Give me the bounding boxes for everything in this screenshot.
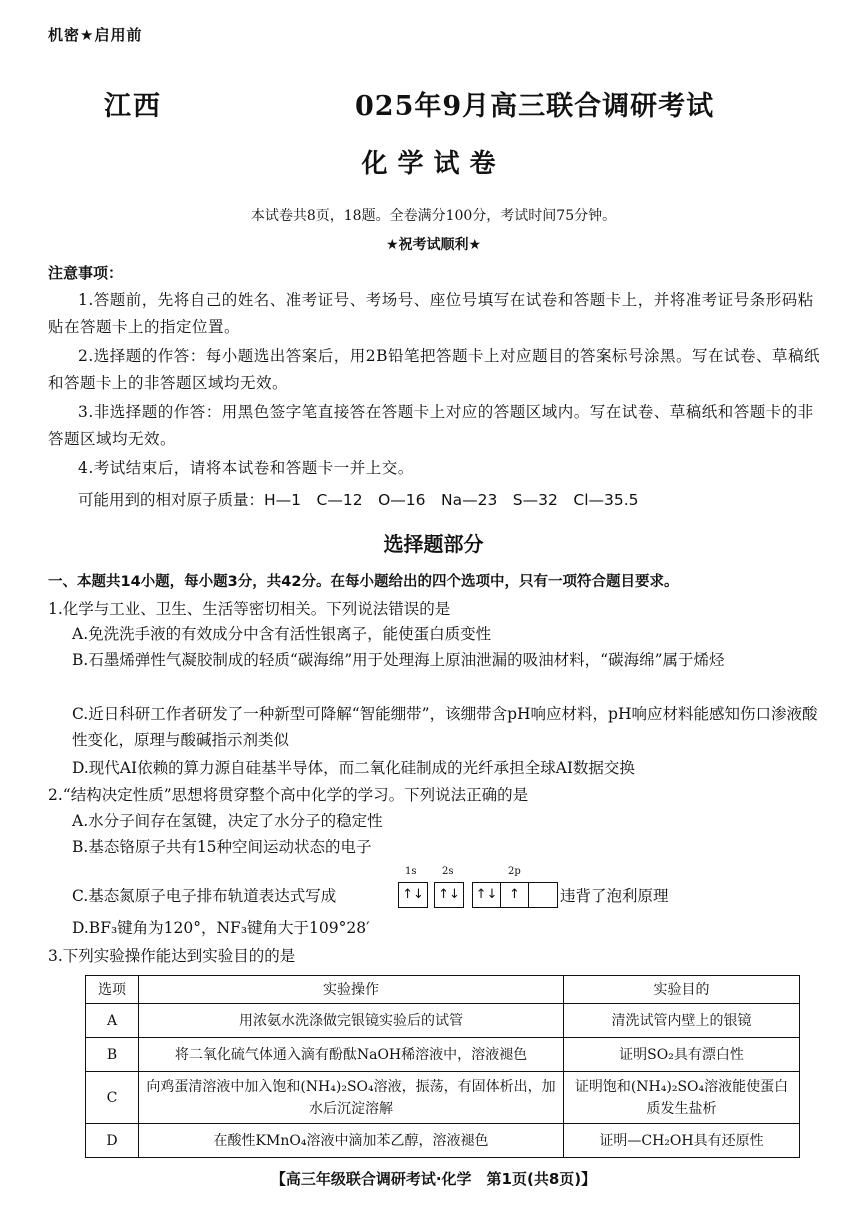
question-3-stem: 3.下列实验操作能达到实验目的的是 xyxy=(48,947,296,965)
orbital-box-1s xyxy=(398,882,428,908)
table-cell: 用浓氨水洗涤做完银镜实验后的试管 xyxy=(139,1004,564,1038)
orbital-box-2s xyxy=(434,882,464,908)
atomic-masses: 可能用到的相对原子质量：H—1 C—12 O—16 Na—23 S—32 Cl—35.5 xyxy=(78,491,639,509)
table-cell: D xyxy=(86,1124,139,1158)
question-2-option-a: A.水分子间存在氢键，决定了水分子的稳定性 xyxy=(72,812,383,830)
table-header-row xyxy=(86,976,800,1004)
page-footer: 【高三年级联合调研考试·化学 第1页(共8页)】 xyxy=(270,1170,597,1188)
subject-title: 化学试卷 xyxy=(361,149,506,179)
title-row xyxy=(0,84,867,124)
table-header-cell: 选项 xyxy=(86,976,139,1004)
question-1-stem: 1.化学与工业、卫生、生活等密切相关。下列说法错误的是 xyxy=(48,600,451,618)
table-row xyxy=(86,1038,800,1072)
table-cell: 向鸡蛋清溶液中加入饱和(NH₄)₂SO₄溶液，振荡，有固体析出，加水后沉淀溶解 xyxy=(139,1072,564,1124)
experiment-table xyxy=(85,975,800,1158)
table-cell: 证明饱和(NH₄)₂SO₄溶液能使蛋白质发生盐析 xyxy=(564,1072,800,1124)
section-title: 选择题部分 xyxy=(383,532,484,556)
question-2-option-c-suffix: 违背了泡利原理 xyxy=(560,887,669,905)
orbital-cell: ↑ xyxy=(501,883,529,907)
confidential-label: 机密★启用前 xyxy=(48,26,143,44)
table-cell: 将二氧化硫气体通入滴有酚酞NaOH稀溶液中，溶液褪色 xyxy=(139,1038,564,1072)
orbital-cell: ↑↓ xyxy=(438,887,460,902)
exam-region: 江西 xyxy=(104,91,162,122)
orbital-label-2p: 2p xyxy=(508,866,521,877)
good-luck-line: ★祝考试顺利★ xyxy=(385,237,482,253)
table-cell: B xyxy=(86,1038,139,1072)
table-cell: 清洗试管内壁上的银镜 xyxy=(564,1004,800,1038)
question-2-option-d: D.BF₃键角为120°，NF₃键角大于109°28′ xyxy=(72,919,370,937)
question-1-option-b: B.石墨烯弹性气凝胶制成的轻质“碳海绵”用于处理海上原油泄漏的吸油材料，“碳海绵”属于烯烃 xyxy=(72,651,725,669)
notes-heading: 注意事项： xyxy=(48,264,124,282)
orbital-box-2p xyxy=(472,882,558,908)
note-item-2: 2.选择题的作答：每小题选出答案后，用2B铅笔把答题卡上对应题目的答案标号涂黑。写在试卷、草稿纸和答题卡上的非答题区域均无效。 xyxy=(48,347,821,392)
note-item-1: 1.答题前，先将自己的姓名、准考证号、考场号、座位号填写在试卷和答题卡上，并将准考证号条形码粘贴在答题卡上的指定位置。 xyxy=(48,291,814,336)
table-header-cell: 实验目的 xyxy=(564,976,800,1004)
question-2-stem: 2.“结构决定性质”思想将贯穿整个高中化学的学习。下列说法正确的是 xyxy=(48,786,529,804)
table-row xyxy=(86,1124,800,1158)
table-row xyxy=(86,1072,800,1124)
table-cell: 在酸性KMnO₄溶液中滴加苯乙醇，溶液褪色 xyxy=(139,1124,564,1158)
table-header-cell: 实验操作 xyxy=(139,976,564,1004)
exam-info: 本试卷共8页，18题。全卷满分100分，考试时间75分钟。 xyxy=(250,208,617,224)
question-1-option-a: A.免洗洗手液的有效成分中含有活性银离子，能使蛋白质变性 xyxy=(72,625,492,643)
question-2-option-b: B.基态铬原子共有15种空间运动状态的电子 xyxy=(72,838,372,856)
orbital-cell: ↑↓ xyxy=(402,887,424,902)
question-1-option-c: C.近日科研工作者研发了一种新型可降解“智能绷带”，该绷带含pH响应材料，pH响应材料能感知伤口渗液酸性变化，原理与酸碱指示剂类似 xyxy=(72,705,818,749)
table-cell: C xyxy=(86,1072,139,1124)
table-cell: A xyxy=(86,1004,139,1038)
question-2-option-c-text: C.基态氮原子电子排布轨道表达式写成 xyxy=(72,887,337,905)
note-item-4: 4.考试结束后，请将本试卷和答题卡一并上交。 xyxy=(78,459,414,477)
exam-title: 025年9月高三联合调研考试 xyxy=(355,91,715,122)
section-instruction: 一、本题共14小题，每小题3分，共42分。在每小题给出的四个选项中，只有一项符合题目要求。 xyxy=(48,574,679,590)
note-item-3: 3.非选择题的作答：用黑色签字笔直接答在答题卡上对应的答题区域内。写在试卷、草稿纸和答题卡的非答题区域均无效。 xyxy=(48,403,814,448)
orbital-label-2s: 2s xyxy=(442,866,454,877)
orbital-cell: ↑↓ xyxy=(473,883,501,907)
question-1-option-d: D.现代AI依赖的算力源自硅基半导体，而二氧化硅制成的光纤承担全球AI数据交换 xyxy=(72,759,635,777)
table-cell: 证明—CH₂OH具有还原性 xyxy=(564,1124,800,1158)
table-cell: 证明SO₂具有漂白性 xyxy=(564,1038,800,1072)
orbital-cell xyxy=(529,883,557,907)
table-row xyxy=(86,1004,800,1038)
orbital-label-1s: 1s xyxy=(405,866,417,877)
